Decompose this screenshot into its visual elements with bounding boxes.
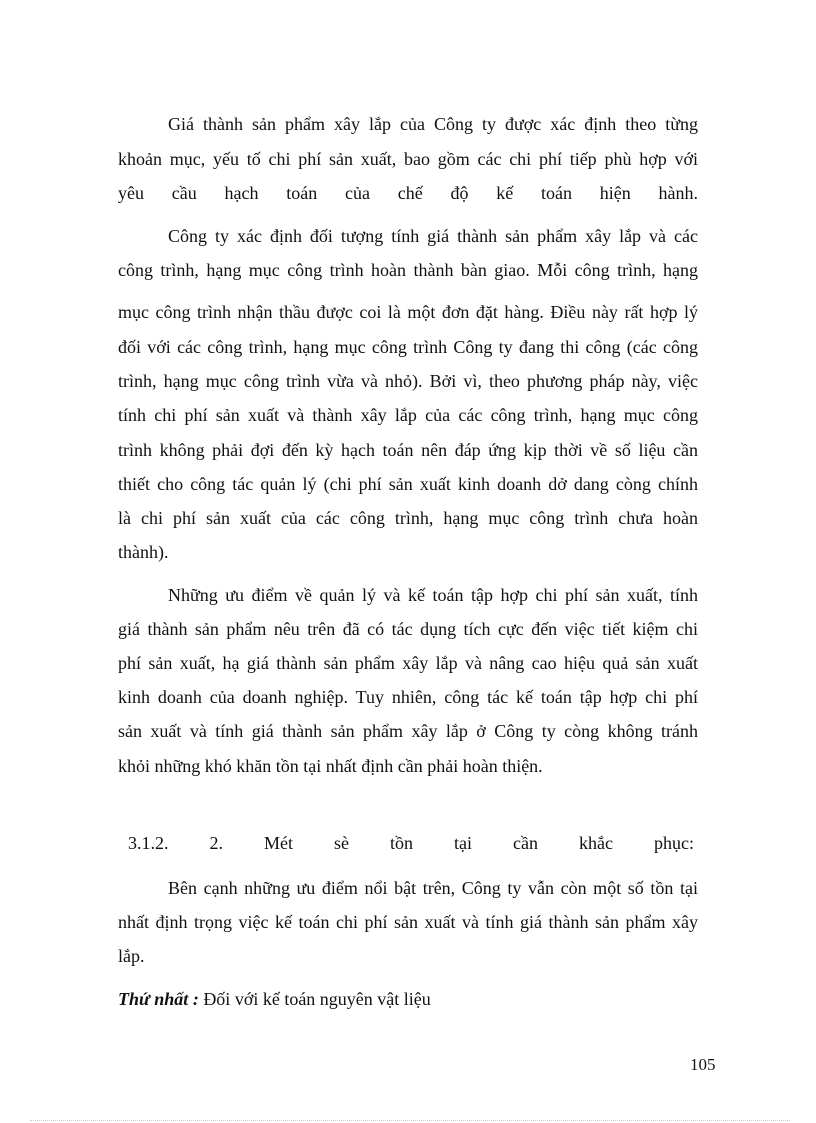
first-point-line xyxy=(118,988,698,1010)
page-number: 105 xyxy=(690,1055,716,1074)
section-heading xyxy=(128,832,694,856)
footer-divider xyxy=(30,1120,790,1121)
paragraph-2-line-6: tính chi phí sản xuất và thành xây lắp của các công trình, hạng mục công xyxy=(118,405,698,425)
paragraph-2-line-2: công trình, hạng mục công trình hoàn thành bàn giao. Mỗi công trình, hạng xyxy=(118,260,698,280)
paragraph-2-line-5: trình, hạng mục công trình vừa và nhỏ). Bởi vì, theo phương pháp này, việc xyxy=(118,371,698,391)
paragraph-3-line-1: Những ưu điểm về quản lý và kế toán tập hợp chi phí sản xuất, tính xyxy=(168,585,698,605)
heading-word: Mét xyxy=(264,833,293,853)
paragraph-3-line-5: sản xuất và tính giá thành sản phẩm xây lắp ở Công ty còng không tránh xyxy=(118,721,698,741)
heading-word: tại xyxy=(454,833,473,853)
first-point-label: Thứ nhất : xyxy=(118,989,199,1009)
paragraph-3-line-4: kinh doanh của doanh nghiệp. Tuy nhiên, công tác kế toán tập hợp chi phí xyxy=(118,687,698,707)
paragraph-2-line-9: là chi phí sản xuất của các công trình, hạng mục công trình chưa hoàn xyxy=(118,508,698,528)
paragraph-3-line-6: khỏi những khó khăn tồn tại nhất định cần phải hoàn thiện. xyxy=(118,756,543,776)
paragraph-1-line-1: Giá thành sản phẩm xây lắp của Công ty được xác định theo từng xyxy=(168,114,698,134)
paragraph-2-line-10: thành). xyxy=(118,542,169,562)
paragraph-2-line-4: đối với các công trình, hạng mục công trình Công ty đang thi công (các công xyxy=(118,337,698,357)
heading-word: 3.1.2. xyxy=(128,833,169,853)
paragraph-2-line-1: Công ty xác định đối tượng tính giá thành sản phẩm xây lắp và các xyxy=(168,226,698,246)
paragraph-2-line-7: trình không phải đợi đến kỳ hạch toán nên đáp ứng kịp thời về số liệu cần xyxy=(118,440,698,460)
paragraph-2-line-8: thiết cho công tác quản lý (chi phí sản xuất kinh doanh dở dang còng chính xyxy=(118,474,698,494)
heading-word: khắc xyxy=(579,833,613,853)
paragraph-2-line-3: mục công trình nhận thầu được coi là một đơn đặt hàng. Điều này rất hợp lý xyxy=(118,302,698,322)
paragraph-3-line-3: phí sản xuất, hạ giá thành sản phẩm xây lắp và nâng cao hiệu quả sản xuất xyxy=(118,653,698,673)
paragraph-4-line-3: lắp. xyxy=(118,946,145,966)
paragraph-1-line-2: khoản mục, yếu tố chi phí sản xuất, bao gồm các chi phí tiếp phù hợp với xyxy=(118,149,698,169)
first-point-text: Đối với kế toán nguyên vật liệu xyxy=(198,989,431,1009)
heading-word: phục: xyxy=(653,833,694,853)
paragraph-4-line-2: nhất định trọng việc kế toán chi phí sản xuất và tính giá thành sản phẩm xây xyxy=(118,912,698,932)
heading-word: tồn xyxy=(390,833,414,853)
heading-word: sè xyxy=(334,833,349,853)
paragraph-1-line-3: yêu cầu hạch toán của chế độ kế toán hiện hành. xyxy=(118,183,698,203)
paragraph-4-line-1: Bên cạnh những ưu điểm nổi bật trên, Công ty vẫn còn một số tồn tại xyxy=(168,878,698,898)
paragraph-3-line-2: giá thành sản phẩm nêu trên đã có tác dụng tích cực đến việc tiết kiệm chi xyxy=(118,619,698,639)
heading-word: cần xyxy=(513,833,538,853)
heading-word: 2. xyxy=(209,833,223,853)
